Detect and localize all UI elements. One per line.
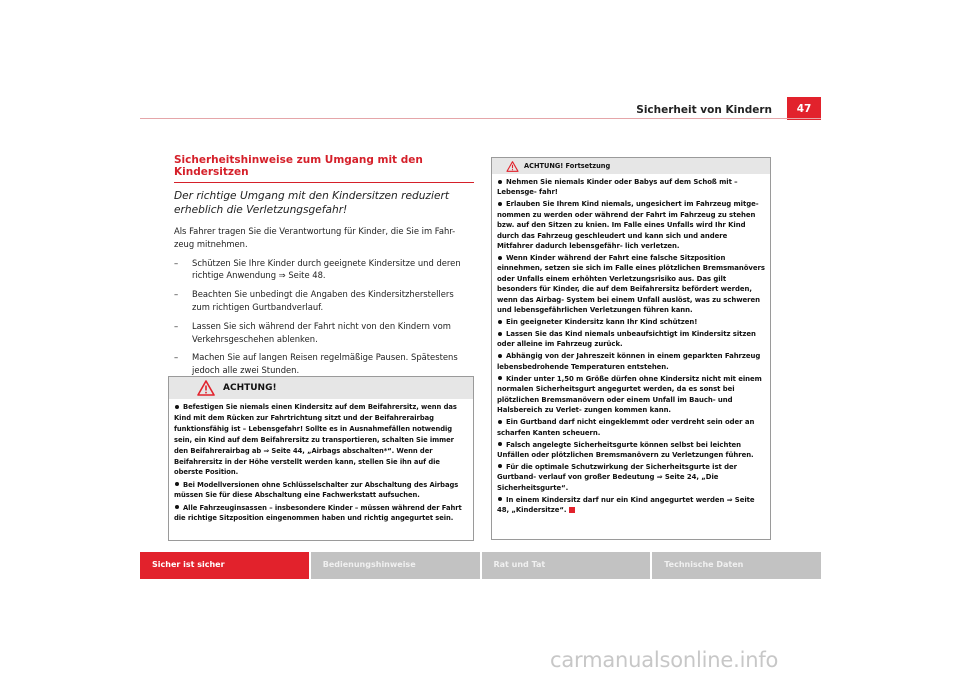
tab-bedienungshinweise[interactable]: Bedienungshinweise: [311, 552, 482, 579]
warning-label: ACHTUNG!: [223, 383, 277, 393]
warning-list: [169, 399, 473, 524]
list-item: In einem Kindersitz darf nur ein Kind angegurtet werden ⇒ Seite 48, „Kindersitze“.: [497, 495, 755, 515]
page-number: 47: [787, 97, 821, 120]
list-item: Lassen Sie das Kind niemals unbeaufsichtigt im Kindersitz sitzen oder alleine im Fahrzeug zurück.: [497, 330, 756, 349]
list-item: – Lassen Sie sich während der Fahrt nicht von den Kindern vom Verkehrsgeschehen ablenken.: [174, 320, 474, 346]
left-column: [174, 154, 474, 377]
end-marker-icon: [569, 507, 575, 513]
bullet-icon: [175, 505, 179, 509]
bullet-icon: [498, 180, 502, 184]
bullet-icon: [175, 405, 179, 409]
tab-technische-daten[interactable]: Technische Daten: [652, 552, 821, 579]
bullet-icon: [498, 376, 502, 380]
tab-rat-und-tat[interactable]: Rat und Tat: [482, 552, 653, 579]
tab-sicher-ist-sicher[interactable]: Sicher ist sicher: [140, 552, 311, 579]
list-item: – Schützen Sie Ihre Kinder durch geeignete Kindersitze und deren richtige Anwendung ⇒ Seite 48.: [174, 257, 474, 283]
bullet-icon: [498, 420, 502, 424]
list-item: – Machen Sie auf langen Reisen regelmäßige Pausen. Spätestens jedoch alle zwei Stunden.: [174, 351, 474, 377]
intro-text: Als Fahrer tragen Sie die Verantwortung für Kinder, die Sie im Fahr- zeug mitnehmen.: [174, 226, 456, 249]
bullet-icon: [498, 320, 502, 324]
warning-triangle-icon: [197, 380, 215, 396]
section-heading: Sicherheitshinweise zum Umgang mit den Kindersitzen: [174, 154, 474, 183]
lead-text: Der richtige Umgang mit den Kindersitzen reduziert erheblich die Verletzungsgefahr!: [174, 190, 449, 216]
warning-box-right: [491, 157, 771, 540]
watermark: carmanualsonline.info: [550, 648, 779, 672]
warning-triangle-icon: [506, 161, 519, 172]
list-item: Falsch angelegte Sicherheitsgurte können selbst bei leichten Unfällen oder plötzlichen Bremsmanövern zu Verletzungen führen.: [497, 440, 754, 459]
list-item: Alle Fahrzeuginsassen – insbesondere Kinder – müssen während der Fahrt die richtige Sitzposition eingenommen haben und richtig angegurtet sein.: [174, 503, 462, 523]
header-title: Sicherheit von Kindern: [636, 104, 772, 116]
footer-nav: [140, 552, 821, 579]
list-item: Befestigen Sie niemals einen Kindersitz auf dem Beifahrersitz, wenn das Kind mit dem Rücken zur Fahrtrichtung sitzt und der Beifahrerairbag funktionsfähig ist – Lebensgefahr! Sollte es in Ausnahmefällen notwendig sein, ein Kind auf dem Beifahrersitz zu transportieren, schalten Sie immer den Beifahrerairbag ab ⇒ Seite 44, „Airbags abschalten*“. Wenn der Beifahrersitz in der Höhe verstellt werden kann, stellen Sie ihn auf die oberste Position.: [174, 403, 457, 477]
list-item: Erlauben Sie Ihrem Kind niemals, ungesichert im Fahrzeug mitge- nommen zu werden oder während der Fahrt im Fahrzeug zu stehen bzw. auf den Sitzen zu knien. Im Falle eines Unfalls wird Ihr Kind durch das Fahrzeug geschleudert und kann sich und andere Mitfahrer dadurch lebensgefähr- lich verletzen.: [497, 200, 759, 251]
list-item: Nehmen Sie niemals Kinder oder Babys auf dem Schoß mit – Lebensge- fahr!: [497, 178, 738, 197]
list-item: Wenn Kinder während der Fahrt eine falsche Sitzposition einnehmen, setzen sie sich im Falle eines plötzlichen Bremsmanövers oder Unfalls einem erhöhten Verletzungsrisiko aus. Das gilt besonders für Kinder, die auf dem Beifahrersitz befördert werden, wenn das Airbag- System bei einem Unfall auslöst, was zu schweren und lebensgefährlichen Verletzungen führen kann.: [497, 254, 765, 315]
list-item: – Beachten Sie unbedingt die Angaben des Kindersitzherstellers zum richtigen Gurtbandverlauf.: [174, 288, 474, 314]
bullet-icon: [498, 256, 502, 260]
list-item: Kinder unter 1,50 m Größe dürfen ohne Kindersitz nicht mit einem normalen Sicherheitsgurt angegurtet werden, da es sonst bei plötzlichen Bremsmanövern oder einem Unfall im Bauch- und Halsbereich zu Verlet- zungen kommen kann.: [497, 374, 762, 415]
list-item: Ein Gurtband darf nicht eingeklemmt oder verdreht sein oder an scharfen Kanten scheuern.: [497, 418, 755, 437]
instruction-list: [174, 257, 474, 377]
list-item: Ein geeigneter Kindersitz kann Ihr Kind schützen!: [497, 317, 765, 327]
warning-header: [492, 158, 770, 174]
header-rule: [140, 118, 821, 119]
list-item: Abhängig von der Jahreszeit können in einem geparkten Fahrzeug lebensbedrohende Temperaturen entstehen.: [497, 352, 761, 371]
bullet-icon: [498, 464, 502, 468]
warning-label: ACHTUNG! Fortsetzung: [524, 162, 611, 170]
bullet-icon: [498, 354, 502, 358]
list-item: Bei Modellversionen ohne Schlüsselschalter zur Abschaltung des Airbags müssen Sie für diese Abschaltung eine Fachwerkstatt aufsuchen.: [174, 480, 459, 500]
warning-list: [492, 174, 770, 516]
warning-box-left: [168, 376, 474, 541]
warning-header: [169, 377, 473, 399]
bullet-icon: [175, 482, 179, 486]
bullet-icon: [498, 332, 502, 336]
bullet-icon: [498, 497, 502, 501]
list-item: Für die optimale Schutzwirkung der Sicherheitsgurte ist der Gurtband- verlauf von großer Bedeutung ⇒ Seite 24, „Die Sicherheitsgurte“.: [497, 462, 737, 492]
bullet-icon: [498, 442, 502, 446]
bullet-icon: [498, 202, 502, 206]
